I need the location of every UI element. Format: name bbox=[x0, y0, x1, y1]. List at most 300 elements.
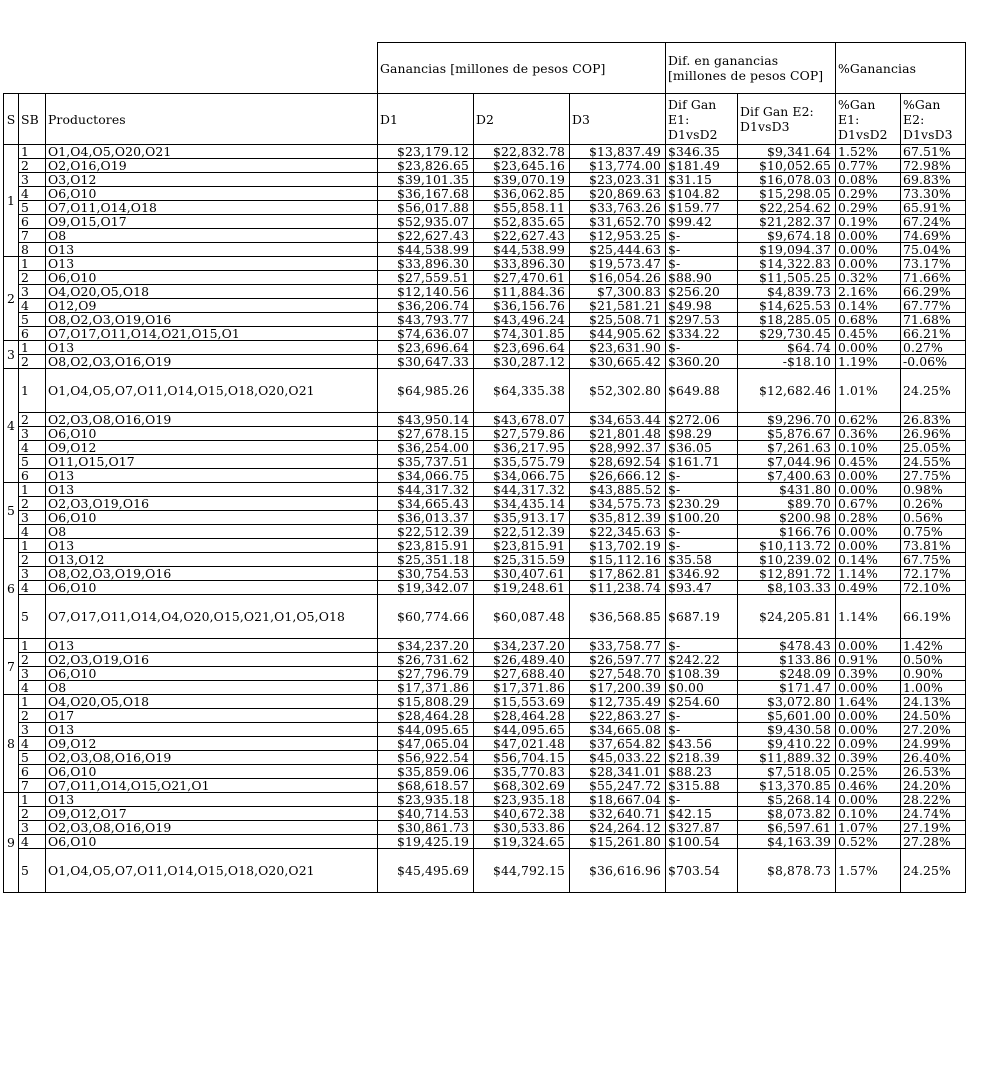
pct2-cell: 1.42% bbox=[901, 639, 966, 653]
d3-cell: $33,763.26 bbox=[570, 201, 666, 215]
dif2-cell: $248.09 bbox=[738, 667, 836, 681]
d2-cell: $34,237.20 bbox=[474, 639, 570, 653]
d1-cell: $45,495.69 bbox=[378, 849, 474, 893]
d1-cell: $34,665.43 bbox=[378, 497, 474, 511]
d2-cell: $19,248.61 bbox=[474, 581, 570, 595]
dif1-cell: $100.20 bbox=[666, 511, 738, 525]
subgroup-cell: 4 bbox=[19, 187, 46, 201]
subgroup-cell: 4 bbox=[19, 581, 46, 595]
table-row bbox=[4, 413, 966, 427]
productores-cell: O6,O10 bbox=[46, 581, 378, 595]
subgroup-cell: 2 bbox=[19, 653, 46, 667]
d3-cell: $23,023.31 bbox=[570, 173, 666, 187]
dif1-cell: $159.77 bbox=[666, 201, 738, 215]
dif2-cell: $7,518.05 bbox=[738, 765, 836, 779]
dif1-cell: $35.58 bbox=[666, 553, 738, 567]
subgroup-cell: 4 bbox=[19, 441, 46, 455]
d1-cell: $33,896.30 bbox=[378, 257, 474, 271]
dif2-cell: $9,430.58 bbox=[738, 723, 836, 737]
table-row bbox=[4, 581, 966, 595]
dif2-cell: $478.43 bbox=[738, 639, 836, 653]
subgroup-cell: 5 bbox=[19, 201, 46, 215]
d2-cell: $33,896.30 bbox=[474, 257, 570, 271]
dif2-cell: $9,674.18 bbox=[738, 229, 836, 243]
productores-cell: O1,O4,O5,O20,O21 bbox=[46, 145, 378, 159]
d3-cell: $13,702.19 bbox=[570, 539, 666, 553]
d1-cell: $36,013.37 bbox=[378, 511, 474, 525]
table-row bbox=[4, 807, 966, 821]
dif2-cell: $7,261.63 bbox=[738, 441, 836, 455]
pct2-cell: 66.21% bbox=[901, 327, 966, 341]
dif1-cell: $- bbox=[666, 483, 738, 497]
subgroup-cell: 1 bbox=[19, 539, 46, 553]
dif1-cell: $256.20 bbox=[666, 285, 738, 299]
header-sb: SB bbox=[19, 94, 46, 145]
d1-cell: $23,826.65 bbox=[378, 159, 474, 173]
table-row bbox=[4, 779, 966, 793]
productores-cell: O2,O3,O19,O16 bbox=[46, 497, 378, 511]
header-d1: D1 bbox=[378, 94, 474, 145]
pct2-cell: 71.68% bbox=[901, 313, 966, 327]
dif2-cell: $12,682.46 bbox=[738, 369, 836, 413]
dif1-cell: $31.15 bbox=[666, 173, 738, 187]
table-row bbox=[4, 539, 966, 553]
d2-cell: $35,913.17 bbox=[474, 511, 570, 525]
pct2-cell: 73.30% bbox=[901, 187, 966, 201]
table-row bbox=[4, 483, 966, 497]
productores-cell: O8,O2,O3,O19,O16 bbox=[46, 313, 378, 327]
table-row bbox=[4, 257, 966, 271]
table-row bbox=[4, 427, 966, 441]
dif1-cell: $88.23 bbox=[666, 765, 738, 779]
d1-cell: $19,342.07 bbox=[378, 581, 474, 595]
dif1-cell: $49.98 bbox=[666, 299, 738, 313]
dif1-cell: $- bbox=[666, 229, 738, 243]
dif1-cell: $36.05 bbox=[666, 441, 738, 455]
d1-cell: $68,618.57 bbox=[378, 779, 474, 793]
productores-cell: O7,O11,O14,O15,O21,O1 bbox=[46, 779, 378, 793]
subgroup-cell: 6 bbox=[19, 469, 46, 483]
scenario-cell: 1 bbox=[4, 145, 19, 257]
pct1-cell: 0.52% bbox=[836, 835, 901, 849]
pct2-cell: 67.75% bbox=[901, 553, 966, 567]
scenario-cell: 6 bbox=[4, 539, 19, 639]
productores-cell: O13 bbox=[46, 483, 378, 497]
pct2-cell: 0.98% bbox=[901, 483, 966, 497]
productores-cell: O8 bbox=[46, 525, 378, 539]
subgroup-cell: 2 bbox=[19, 271, 46, 285]
pct2-cell: 28.22% bbox=[901, 793, 966, 807]
table-row bbox=[4, 299, 966, 313]
pct2-cell: 0.27% bbox=[901, 341, 966, 355]
dif2-cell: $13,370.85 bbox=[738, 779, 836, 793]
dif1-cell: $161.71 bbox=[666, 455, 738, 469]
scenario-cell: 7 bbox=[4, 639, 19, 695]
pct1-cell: 0.25% bbox=[836, 765, 901, 779]
d2-cell: $56,704.15 bbox=[474, 751, 570, 765]
dif2-cell: $171.47 bbox=[738, 681, 836, 695]
header-group-dif: Dif. en ganancias [millones de pesos COP] bbox=[666, 43, 836, 94]
table-row bbox=[4, 313, 966, 327]
pct2-cell: 75.04% bbox=[901, 243, 966, 257]
dif2-cell: $8,103.33 bbox=[738, 581, 836, 595]
d3-cell: $20,869.63 bbox=[570, 187, 666, 201]
d1-cell: $17,371.86 bbox=[378, 681, 474, 695]
subgroup-cell: 2 bbox=[19, 355, 46, 369]
productores-cell: O6,O10 bbox=[46, 765, 378, 779]
dif2-cell: $10,052.65 bbox=[738, 159, 836, 173]
d3-cell: $13,837.49 bbox=[570, 145, 666, 159]
subgroup-cell: 6 bbox=[19, 765, 46, 779]
productores-cell: O6,O10 bbox=[46, 511, 378, 525]
productores-cell: O2,O16,O19 bbox=[46, 159, 378, 173]
d3-cell: $18,667.04 bbox=[570, 793, 666, 807]
pct1-cell: 0.46% bbox=[836, 779, 901, 793]
dif1-cell: $242.22 bbox=[666, 653, 738, 667]
dif1-cell: $297.53 bbox=[666, 313, 738, 327]
dif2-cell: $29,730.45 bbox=[738, 327, 836, 341]
d2-cell: $40,672.38 bbox=[474, 807, 570, 821]
subgroup-cell: 5 bbox=[19, 751, 46, 765]
dif2-cell: $5,601.00 bbox=[738, 709, 836, 723]
d3-cell: $43,885.52 bbox=[570, 483, 666, 497]
d1-cell: $36,254.00 bbox=[378, 441, 474, 455]
d2-cell: $44,792.15 bbox=[474, 849, 570, 893]
d1-cell: $34,237.20 bbox=[378, 639, 474, 653]
table-row bbox=[4, 369, 966, 413]
table-row bbox=[4, 159, 966, 173]
dif1-cell: $100.54 bbox=[666, 835, 738, 849]
productores-cell: O13 bbox=[46, 243, 378, 257]
header-dif1: Dif Gan E1: D1vsD2 bbox=[666, 94, 738, 145]
pct1-cell: 0.00% bbox=[836, 681, 901, 695]
table-row bbox=[4, 455, 966, 469]
productores-cell: O17 bbox=[46, 709, 378, 723]
d2-cell: $64,335.38 bbox=[474, 369, 570, 413]
productores-cell: O13 bbox=[46, 257, 378, 271]
d1-cell: $35,859.06 bbox=[378, 765, 474, 779]
dif2-cell: $19,094.37 bbox=[738, 243, 836, 257]
dif1-cell: $0.00 bbox=[666, 681, 738, 695]
dif1-cell: $272.06 bbox=[666, 413, 738, 427]
productores-cell: O8 bbox=[46, 229, 378, 243]
table-row bbox=[4, 681, 966, 695]
pct2-cell: 24.99% bbox=[901, 737, 966, 751]
d3-cell: $17,200.39 bbox=[570, 681, 666, 695]
productores-cell: O13 bbox=[46, 341, 378, 355]
dif2-cell: $431.80 bbox=[738, 483, 836, 497]
d2-cell: $28,464.28 bbox=[474, 709, 570, 723]
scenario-cell: 4 bbox=[4, 369, 19, 483]
d2-cell: $22,627.43 bbox=[474, 229, 570, 243]
pct1-cell: 0.00% bbox=[836, 723, 901, 737]
dif2-cell: $7,044.96 bbox=[738, 455, 836, 469]
productores-cell: O9,O15,O17 bbox=[46, 215, 378, 229]
pct2-cell: 73.81% bbox=[901, 539, 966, 553]
pct1-cell: 0.39% bbox=[836, 667, 901, 681]
d2-cell: $36,217.95 bbox=[474, 441, 570, 455]
d2-cell: $35,770.83 bbox=[474, 765, 570, 779]
dif1-cell: $703.54 bbox=[666, 849, 738, 893]
dif2-cell: $133.86 bbox=[738, 653, 836, 667]
pct1-cell: 0.00% bbox=[836, 709, 901, 723]
subgroup-cell: 3 bbox=[19, 173, 46, 187]
subgroup-cell: 2 bbox=[19, 159, 46, 173]
table-row bbox=[4, 723, 966, 737]
dif2-cell: $3,072.80 bbox=[738, 695, 836, 709]
table-body bbox=[4, 145, 966, 893]
dif2-cell: $10,113.72 bbox=[738, 539, 836, 553]
dif1-cell: $315.88 bbox=[666, 779, 738, 793]
productores-cell: O2,O3,O19,O16 bbox=[46, 653, 378, 667]
productores-cell: O13 bbox=[46, 639, 378, 653]
pct1-cell: 1.52% bbox=[836, 145, 901, 159]
dif2-cell: $64.74 bbox=[738, 341, 836, 355]
productores-cell: O1,O4,O5,O7,O11,O14,O15,O18,O20,O21 bbox=[46, 849, 378, 893]
d1-cell: $35,737.51 bbox=[378, 455, 474, 469]
pct2-cell: 0.90% bbox=[901, 667, 966, 681]
pct1-cell: 0.00% bbox=[836, 229, 901, 243]
d2-cell: $30,287.12 bbox=[474, 355, 570, 369]
subgroup-cell: 5 bbox=[19, 313, 46, 327]
productores-cell: O13 bbox=[46, 723, 378, 737]
dif2-cell: $9,410.22 bbox=[738, 737, 836, 751]
d3-cell: $15,261.80 bbox=[570, 835, 666, 849]
d1-cell: $36,167.68 bbox=[378, 187, 474, 201]
d1-cell: $30,861.73 bbox=[378, 821, 474, 835]
dif2-cell: $24,205.81 bbox=[738, 595, 836, 639]
d1-cell: $34,066.75 bbox=[378, 469, 474, 483]
table-row bbox=[4, 469, 966, 483]
d2-cell: $22,832.78 bbox=[474, 145, 570, 159]
d3-cell: $33,758.77 bbox=[570, 639, 666, 653]
productores-cell: O4,O20,O5,O18 bbox=[46, 285, 378, 299]
d1-cell: $27,678.15 bbox=[378, 427, 474, 441]
dif1-cell: $- bbox=[666, 257, 738, 271]
d1-cell: $15,808.29 bbox=[378, 695, 474, 709]
header-d2: D2 bbox=[474, 94, 570, 145]
productores-cell: O6,O10 bbox=[46, 667, 378, 681]
pct1-cell: 0.29% bbox=[836, 187, 901, 201]
pct2-cell: 0.75% bbox=[901, 525, 966, 539]
table-row bbox=[4, 285, 966, 299]
header-blank bbox=[4, 43, 378, 94]
dif1-cell: $88.90 bbox=[666, 271, 738, 285]
pct1-cell: 0.67% bbox=[836, 497, 901, 511]
subgroup-cell: 2 bbox=[19, 807, 46, 821]
dif2-cell: $5,268.14 bbox=[738, 793, 836, 807]
dif1-cell: $649.88 bbox=[666, 369, 738, 413]
dif1-cell: $104.82 bbox=[666, 187, 738, 201]
d1-cell: $40,714.53 bbox=[378, 807, 474, 821]
d1-cell: $44,538.99 bbox=[378, 243, 474, 257]
pct1-cell: 0.77% bbox=[836, 159, 901, 173]
d3-cell: $31,652.70 bbox=[570, 215, 666, 229]
table-row bbox=[4, 173, 966, 187]
header-dif2: Dif Gan E2: D1vsD3 bbox=[738, 94, 836, 145]
pct1-cell: 0.45% bbox=[836, 455, 901, 469]
subgroup-cell: 4 bbox=[19, 835, 46, 849]
pct2-cell: 24.25% bbox=[901, 369, 966, 413]
pct1-cell: 0.00% bbox=[836, 639, 901, 653]
d2-cell: $52,835.65 bbox=[474, 215, 570, 229]
pct2-cell: 71.66% bbox=[901, 271, 966, 285]
d2-cell: $17,371.86 bbox=[474, 681, 570, 695]
d2-cell: $22,512.39 bbox=[474, 525, 570, 539]
d1-cell: $27,559.51 bbox=[378, 271, 474, 285]
subgroup-cell: 5 bbox=[19, 595, 46, 639]
pct2-cell: 67.77% bbox=[901, 299, 966, 313]
subgroup-cell: 6 bbox=[19, 215, 46, 229]
pct1-cell: 0.68% bbox=[836, 313, 901, 327]
pct1-cell: 0.62% bbox=[836, 413, 901, 427]
pct1-cell: 0.00% bbox=[836, 243, 901, 257]
subgroup-cell: 4 bbox=[19, 737, 46, 751]
dif1-cell: $- bbox=[666, 793, 738, 807]
dif2-cell: $9,296.70 bbox=[738, 413, 836, 427]
pct2-cell: 25.05% bbox=[901, 441, 966, 455]
subgroup-cell: 4 bbox=[19, 299, 46, 313]
table-row bbox=[4, 821, 966, 835]
pct2-cell: 24.74% bbox=[901, 807, 966, 821]
d2-cell: $11,884.36 bbox=[474, 285, 570, 299]
table-row bbox=[4, 639, 966, 653]
d2-cell: $36,062.85 bbox=[474, 187, 570, 201]
d3-cell: $34,665.08 bbox=[570, 723, 666, 737]
pct2-cell: 74.69% bbox=[901, 229, 966, 243]
pct1-cell: 0.28% bbox=[836, 511, 901, 525]
pct2-cell: 26.96% bbox=[901, 427, 966, 441]
d3-cell: $34,575.73 bbox=[570, 497, 666, 511]
d2-cell: $23,696.64 bbox=[474, 341, 570, 355]
d3-cell: $36,616.96 bbox=[570, 849, 666, 893]
d3-cell: $21,801.48 bbox=[570, 427, 666, 441]
d2-cell: $27,688.40 bbox=[474, 667, 570, 681]
productores-cell: O7,O11,O14,O18 bbox=[46, 201, 378, 215]
d2-cell: $36,156.76 bbox=[474, 299, 570, 313]
pct1-cell: 2.16% bbox=[836, 285, 901, 299]
dif1-cell: $- bbox=[666, 723, 738, 737]
header-pct2: %Gan E2: D1vsD3 bbox=[901, 94, 966, 145]
d3-cell: $16,054.26 bbox=[570, 271, 666, 285]
pct1-cell: 0.14% bbox=[836, 553, 901, 567]
d1-cell: $60,774.66 bbox=[378, 595, 474, 639]
d1-cell: $64,985.26 bbox=[378, 369, 474, 413]
header-productores: Productores bbox=[46, 94, 378, 145]
table-row bbox=[4, 751, 966, 765]
d3-cell: $37,654.82 bbox=[570, 737, 666, 751]
productores-cell: O2,O3,O8,O16,O19 bbox=[46, 751, 378, 765]
d3-cell: $22,345.63 bbox=[570, 525, 666, 539]
pct2-cell: 0.56% bbox=[901, 511, 966, 525]
productores-cell: O8 bbox=[46, 681, 378, 695]
pct1-cell: 0.39% bbox=[836, 751, 901, 765]
subgroup-cell: 1 bbox=[19, 639, 46, 653]
d1-cell: $43,793.77 bbox=[378, 313, 474, 327]
d3-cell: $28,341.01 bbox=[570, 765, 666, 779]
pct1-cell: 1.64% bbox=[836, 695, 901, 709]
d2-cell: $25,315.59 bbox=[474, 553, 570, 567]
pct1-cell: 0.00% bbox=[836, 539, 901, 553]
table-row bbox=[4, 765, 966, 779]
productores-cell: O8,O2,O3,O19,O16 bbox=[46, 567, 378, 581]
d3-cell: $23,631.90 bbox=[570, 341, 666, 355]
productores-cell: O13 bbox=[46, 539, 378, 553]
dif2-cell: $5,876.67 bbox=[738, 427, 836, 441]
dif1-cell: $- bbox=[666, 469, 738, 483]
d3-cell: $55,247.72 bbox=[570, 779, 666, 793]
d1-cell: $23,815.91 bbox=[378, 539, 474, 553]
d2-cell: $23,645.16 bbox=[474, 159, 570, 173]
d3-cell: $36,568.85 bbox=[570, 595, 666, 639]
d1-cell: $26,731.62 bbox=[378, 653, 474, 667]
d2-cell: $23,815.91 bbox=[474, 539, 570, 553]
d3-cell: $12,735.49 bbox=[570, 695, 666, 709]
table-row bbox=[4, 511, 966, 525]
subgroup-cell: 2 bbox=[19, 497, 46, 511]
d3-cell: $26,597.77 bbox=[570, 653, 666, 667]
d3-cell: $12,953.25 bbox=[570, 229, 666, 243]
pct1-cell: 1.07% bbox=[836, 821, 901, 835]
dif2-cell: -$18.10 bbox=[738, 355, 836, 369]
subgroup-cell: 8 bbox=[19, 243, 46, 257]
d3-cell: $30,665.42 bbox=[570, 355, 666, 369]
dif1-cell: $218.39 bbox=[666, 751, 738, 765]
dif2-cell: $22,254.62 bbox=[738, 201, 836, 215]
d2-cell: $27,470.61 bbox=[474, 271, 570, 285]
table-row bbox=[4, 567, 966, 581]
table-row bbox=[4, 793, 966, 807]
pct2-cell: 65.91% bbox=[901, 201, 966, 215]
dif1-cell: $360.20 bbox=[666, 355, 738, 369]
pct2-cell: 26.40% bbox=[901, 751, 966, 765]
d1-cell: $44,095.65 bbox=[378, 723, 474, 737]
dif2-cell: $15,298.05 bbox=[738, 187, 836, 201]
subgroup-cell: 1 bbox=[19, 793, 46, 807]
header-s: S bbox=[4, 94, 19, 145]
productores-cell: O6,O10 bbox=[46, 271, 378, 285]
subgroup-cell: 1 bbox=[19, 257, 46, 271]
subgroup-cell: 1 bbox=[19, 369, 46, 413]
table-row bbox=[4, 553, 966, 567]
pct1-cell: 0.10% bbox=[836, 807, 901, 821]
d3-cell: $19,573.47 bbox=[570, 257, 666, 271]
d1-cell: $39,101.35 bbox=[378, 173, 474, 187]
d3-cell: $27,548.70 bbox=[570, 667, 666, 681]
d1-cell: $47,065.04 bbox=[378, 737, 474, 751]
scenario-cell: 9 bbox=[4, 793, 19, 893]
dif2-cell: $10,239.02 bbox=[738, 553, 836, 567]
table-row bbox=[4, 849, 966, 893]
dif2-cell: $166.76 bbox=[738, 525, 836, 539]
pct1-cell: 0.08% bbox=[836, 173, 901, 187]
dif1-cell: $346.35 bbox=[666, 145, 738, 159]
d3-cell: $28,992.37 bbox=[570, 441, 666, 455]
d3-cell: $13,774.00 bbox=[570, 159, 666, 173]
pct1-cell: 1.14% bbox=[836, 567, 901, 581]
table-row bbox=[4, 145, 966, 159]
subgroup-cell: 2 bbox=[19, 413, 46, 427]
d3-cell: $21,581.21 bbox=[570, 299, 666, 313]
pct2-cell: 67.24% bbox=[901, 215, 966, 229]
d1-cell: $43,950.14 bbox=[378, 413, 474, 427]
table-row bbox=[4, 709, 966, 723]
table-row bbox=[4, 341, 966, 355]
dif2-cell: $12,891.72 bbox=[738, 567, 836, 581]
d2-cell: $44,538.99 bbox=[474, 243, 570, 257]
d3-cell: $15,112.16 bbox=[570, 553, 666, 567]
header-group-pct: %Ganancias bbox=[836, 43, 966, 94]
